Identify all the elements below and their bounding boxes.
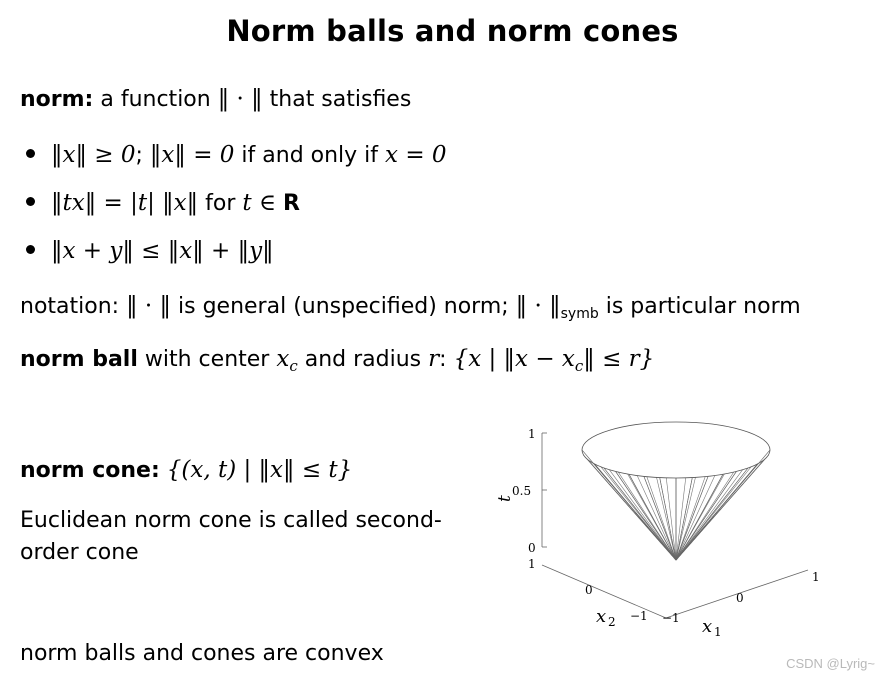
norm-ball-set-sub: c — [574, 357, 584, 375]
t-tick-bottom: 0 — [528, 541, 536, 555]
norm-definition — [20, 86, 411, 112]
x1-tick-1: 1 — [812, 570, 820, 584]
cone-surface — [582, 422, 770, 560]
bullet-1-text: if and only if — [241, 143, 379, 168]
t-axis-label: t — [495, 495, 515, 502]
norm-ball-line — [20, 346, 654, 375]
norm-ball-colon: : — [439, 347, 447, 372]
notation-label: notation: — [20, 294, 120, 319]
cone-rim — [582, 422, 770, 478]
x2-axis-sub: 2 — [608, 615, 616, 629]
bullet-1-sep: ; — [135, 143, 143, 168]
notation-line — [20, 293, 801, 322]
norm-label: norm: — [20, 87, 94, 112]
bullet-dot — [26, 245, 35, 254]
bullet-2-math-2: t ∈ — [242, 190, 276, 216]
bullet-homogeneity — [26, 190, 300, 216]
norm-ball-center-var: x — [276, 346, 290, 372]
euclid-line-2: order cone — [20, 540, 139, 565]
norm-ball-text-2: and radius — [304, 347, 422, 372]
x1-tick-0: 0 — [736, 591, 744, 605]
bullet-3-math-1: ‖x + y‖ ≤ ‖x‖ + ‖y‖ — [51, 238, 274, 264]
x2-tick-neg1: −1 — [630, 609, 648, 623]
bullet-2-text: for — [205, 191, 236, 216]
norm-cone-label: norm cone: — [20, 458, 160, 483]
norm-ball-center-sub: c — [289, 357, 298, 375]
norm-ball-set-2: ‖ ≤ r} — [583, 346, 655, 372]
norm-cone-line — [20, 457, 352, 483]
norm-ball-set-1: {x | ‖x − x — [453, 346, 575, 372]
norm-text-after: that satisfies — [269, 87, 412, 112]
bullet-1-math-2: ‖x‖ = 0 — [149, 142, 235, 168]
x1-axis-label: x — [702, 616, 713, 637]
norm-ball-radius-var: r — [428, 346, 440, 372]
bullet-dot — [26, 197, 35, 206]
notation-text-1: is general (unspecified) norm; — [178, 294, 509, 319]
t-tick-top: 1 — [528, 427, 536, 441]
watermark: CSDN @Lyrig~ — [786, 656, 875, 671]
norm-symbol: ‖ · ‖ — [217, 86, 263, 112]
norm-text-before: a function — [100, 87, 211, 112]
cone-front-line — [676, 464, 757, 560]
slide-title: Norm balls and norm cones — [226, 14, 679, 48]
cone-front-line — [676, 474, 723, 560]
x2-tick-0: 0 — [585, 583, 593, 597]
bullet-nonnegativity — [26, 142, 447, 168]
x2-tick-1: 1 — [528, 557, 536, 571]
notation-symbol-general: ‖ · ‖ — [126, 293, 172, 319]
bullet-dot — [26, 149, 35, 158]
bullet-1-math-1: ‖x‖ ≥ 0 — [51, 142, 136, 168]
norm-ball-text-1: with center — [144, 347, 270, 372]
euclid-line-1: Euclidean norm cone is called second- — [20, 508, 442, 533]
t-tick-mid: 0.5 — [512, 484, 532, 498]
bullet-1-math-3: x = 0 — [385, 142, 447, 168]
norm-cone-set: {(x, t) | ‖x‖ ≤ t} — [166, 457, 353, 483]
x2-axis-label: x — [596, 606, 607, 627]
bullet-2-reals: R — [282, 191, 300, 216]
conclusion-line: norm balls and cones are convex — [20, 641, 384, 666]
x1-axis-sub: 1 — [714, 625, 722, 639]
bullet-triangle-inequality — [26, 238, 274, 264]
cone-front-line — [629, 474, 676, 560]
notation-symbol-particular: ‖ · ‖ — [515, 293, 561, 319]
norm-ball-label: norm ball — [20, 347, 138, 372]
bullet-2-math-1: ‖tx‖ = |t| ‖x‖ — [51, 190, 199, 216]
norm-cone-plot — [490, 400, 830, 645]
notation-text-2: is particular norm — [605, 294, 801, 319]
notation-subscript: symb — [560, 306, 599, 322]
x1-tick-neg1: −1 — [662, 611, 680, 625]
